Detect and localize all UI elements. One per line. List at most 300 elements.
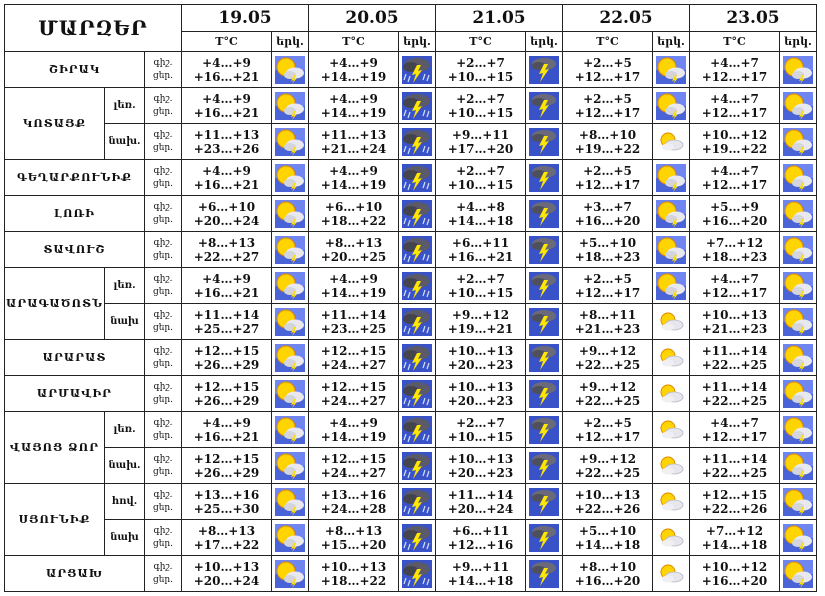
night-temperature: +2…+7 bbox=[456, 163, 505, 178]
night-label: գիշ. bbox=[153, 417, 173, 428]
sun-cloud-storm-icon bbox=[783, 164, 813, 192]
night-temperature: +5…+10 bbox=[578, 523, 637, 538]
day-temperature: +14…+18 bbox=[447, 573, 514, 588]
temperature-cell bbox=[690, 340, 780, 376]
night-label: գիշ. bbox=[153, 129, 173, 140]
night-temperature: +4…+9 bbox=[329, 55, 378, 70]
day-label: ցեր. bbox=[152, 214, 174, 225]
weather-icon-cell bbox=[653, 52, 690, 88]
night-label: գիշ. bbox=[153, 201, 173, 212]
night-temperature: +8…+10 bbox=[578, 127, 637, 142]
day-temperature: +21…+24 bbox=[320, 141, 387, 156]
weather-icon-cell bbox=[272, 304, 309, 340]
temperature-cell bbox=[563, 124, 653, 160]
weather-icon-cell bbox=[780, 268, 817, 304]
table-row bbox=[5, 268, 817, 304]
weather-icon-cell bbox=[780, 232, 817, 268]
thunderstorm-icon bbox=[529, 128, 559, 156]
thunderstorm-rain-icon bbox=[402, 272, 432, 300]
thunderstorm-icon bbox=[529, 200, 559, 228]
day-temperature: +12…+17 bbox=[574, 177, 641, 192]
zone-name: լեռ. bbox=[105, 88, 145, 124]
temperature-cell bbox=[563, 340, 653, 376]
weather-icon-cell bbox=[780, 448, 817, 484]
night-temperature: +11…+13 bbox=[193, 127, 260, 142]
weather-icon-cell bbox=[399, 448, 436, 484]
day-label: ցեր. bbox=[152, 358, 174, 369]
night-temperature: +10…+13 bbox=[447, 379, 514, 394]
sun-cloud-storm-icon bbox=[275, 488, 305, 516]
night-temperature: +7…+12 bbox=[705, 523, 764, 538]
temperature-cell bbox=[690, 232, 780, 268]
sun-cloud-storm-icon bbox=[783, 488, 813, 516]
weather-icon-cell bbox=[653, 304, 690, 340]
day-temperature: +25…+30 bbox=[193, 501, 260, 516]
sun-cloud-storm-icon bbox=[783, 56, 813, 84]
weather-icon-cell bbox=[653, 340, 690, 376]
day-temperature: +14…+18 bbox=[447, 213, 514, 228]
table-row bbox=[5, 520, 817, 556]
night-temperature: +2…+5 bbox=[583, 55, 632, 70]
weather-icon-cell bbox=[399, 376, 436, 412]
thunderstorm-rain-icon bbox=[402, 56, 432, 84]
temperature-cell bbox=[182, 160, 272, 196]
night-temperature: +7…+12 bbox=[705, 235, 764, 250]
partly-cloudy-icon bbox=[656, 488, 686, 516]
day-temperature: +20…+25 bbox=[320, 249, 387, 264]
weather-icon-cell bbox=[272, 412, 309, 448]
weather-icon-cell bbox=[653, 160, 690, 196]
day-temperature: +16…+21 bbox=[193, 429, 260, 444]
night-temperature: +6…+11 bbox=[451, 523, 510, 538]
weather-icon-cell bbox=[653, 520, 690, 556]
weather-icon-cell bbox=[399, 196, 436, 232]
temperature-cell bbox=[182, 412, 272, 448]
temperature-cell bbox=[563, 484, 653, 520]
thunderstorm-icon bbox=[529, 416, 559, 444]
weather-icon-cell bbox=[272, 556, 309, 592]
night-temperature: +12…+15 bbox=[193, 343, 260, 358]
temperature-cell bbox=[309, 88, 399, 124]
day-temperature: +19…+22 bbox=[701, 141, 768, 156]
temperature-cell bbox=[563, 196, 653, 232]
day-temperature: +10…+15 bbox=[447, 429, 514, 444]
thunderstorm-rain-icon bbox=[402, 380, 432, 408]
zone-name: նախ. bbox=[105, 448, 145, 484]
temperature-cell bbox=[182, 304, 272, 340]
night-temperature: +9…+12 bbox=[578, 343, 637, 358]
night-label: գիշ. bbox=[153, 453, 173, 464]
sun-cloud-storm-icon bbox=[275, 92, 305, 120]
date-header: 19.05 bbox=[182, 5, 309, 32]
temp-header: T°C bbox=[690, 32, 780, 52]
night-temperature: +8…+11 bbox=[578, 307, 637, 322]
day-label: ցեր. bbox=[152, 322, 174, 333]
night-label: գիշ. bbox=[153, 93, 173, 104]
night-temperature: +2…+7 bbox=[456, 55, 505, 70]
temperature-cell bbox=[309, 520, 399, 556]
day-temperature: +22…+25 bbox=[574, 393, 641, 408]
temperature-cell bbox=[690, 124, 780, 160]
day-temperature: +14…+19 bbox=[320, 105, 387, 120]
region-name: ԱՐԱՐԱՏ bbox=[5, 340, 145, 376]
temperature-cell bbox=[690, 52, 780, 88]
sun-cloud-storm-icon bbox=[783, 524, 813, 552]
temperature-cell bbox=[690, 160, 780, 196]
night-temperature: +10…+12 bbox=[701, 559, 768, 574]
temperature-cell bbox=[563, 412, 653, 448]
night-label: գիշ. bbox=[153, 237, 173, 248]
day-temperature: +22…+26 bbox=[701, 501, 768, 516]
day-temperature: +12…+17 bbox=[701, 177, 768, 192]
thunderstorm-icon bbox=[529, 308, 559, 336]
weather-icon-cell bbox=[780, 556, 817, 592]
temperature-cell bbox=[436, 52, 526, 88]
sun-cloud-storm-icon bbox=[783, 560, 813, 588]
thunderstorm-rain-icon bbox=[402, 164, 432, 192]
table-row bbox=[5, 196, 817, 232]
night-temperature: +8…+13 bbox=[197, 523, 256, 538]
day-temperature: +16…+20 bbox=[574, 573, 641, 588]
weather-icon-cell bbox=[780, 52, 817, 88]
thunderstorm-icon bbox=[529, 344, 559, 372]
weather-icon-cell bbox=[399, 304, 436, 340]
temperature-cell bbox=[436, 268, 526, 304]
temperature-cell bbox=[563, 88, 653, 124]
night-temperature: +4…+7 bbox=[710, 91, 759, 106]
region-name: ԱՐՄԱՎԻՐ bbox=[5, 376, 145, 412]
date-header: 22.05 bbox=[563, 5, 690, 32]
weather-icon-cell bbox=[272, 160, 309, 196]
night-temperature: +6…+10 bbox=[197, 199, 256, 214]
temperature-cell bbox=[690, 376, 780, 412]
temperature-cell bbox=[309, 196, 399, 232]
night-temperature: +4…+8 bbox=[456, 199, 505, 214]
thunderstorm-icon bbox=[529, 452, 559, 480]
region-name: ՎԱՅՈՑ ՁՈՐ bbox=[5, 412, 105, 484]
temperature-cell bbox=[436, 232, 526, 268]
temperature-cell bbox=[182, 448, 272, 484]
night-temperature: +2…+7 bbox=[456, 415, 505, 430]
day-temperature: +12…+17 bbox=[701, 69, 768, 84]
temperature-cell bbox=[182, 268, 272, 304]
region-name: ԱՐՑԱԽ bbox=[5, 556, 145, 592]
night-temperature: +4…+7 bbox=[710, 415, 759, 430]
weather-icon-cell bbox=[526, 196, 563, 232]
weather-icon-cell bbox=[399, 160, 436, 196]
night-temperature: +2…+5 bbox=[583, 415, 632, 430]
weather-icon-cell bbox=[272, 520, 309, 556]
night-temperature: +13…+16 bbox=[193, 487, 260, 502]
weather-icon-cell bbox=[780, 520, 817, 556]
sun-cloud-storm-icon bbox=[656, 236, 686, 264]
time-labels bbox=[145, 268, 182, 304]
day-temperature: +19…+22 bbox=[574, 141, 641, 156]
night-temperature: +4…+9 bbox=[202, 91, 251, 106]
thunderstorm-rain-icon bbox=[402, 416, 432, 444]
night-temperature: +2…+5 bbox=[583, 91, 632, 106]
weather-icon-cell bbox=[399, 520, 436, 556]
night-temperature: +3…+7 bbox=[583, 199, 632, 214]
thunderstorm-rain-icon bbox=[402, 128, 432, 156]
weather-icon-cell bbox=[526, 484, 563, 520]
night-label: գիշ. bbox=[153, 561, 173, 572]
time-labels bbox=[145, 484, 182, 520]
sky-header: երկ. bbox=[780, 32, 817, 52]
time-labels bbox=[145, 340, 182, 376]
sun-cloud-storm-icon bbox=[783, 92, 813, 120]
temperature-cell bbox=[690, 268, 780, 304]
time-labels bbox=[145, 88, 182, 124]
weather-icon-cell bbox=[399, 124, 436, 160]
day-temperature: +22…+27 bbox=[193, 249, 260, 264]
day-label: ցեր. bbox=[152, 502, 174, 513]
partly-cloudy-icon bbox=[656, 452, 686, 480]
night-label: գիշ. bbox=[153, 345, 173, 356]
temperature-cell bbox=[563, 160, 653, 196]
temperature-cell bbox=[182, 376, 272, 412]
day-temperature: +21…+23 bbox=[574, 321, 641, 336]
sun-cloud-storm-icon bbox=[275, 524, 305, 552]
night-label: գիշ. bbox=[153, 309, 173, 320]
night-temperature: +4…+9 bbox=[202, 415, 251, 430]
day-temperature: +14…+18 bbox=[701, 537, 768, 552]
day-temperature: +20…+23 bbox=[447, 393, 514, 408]
forecast-table bbox=[4, 4, 817, 592]
temperature-cell bbox=[182, 340, 272, 376]
temperature-cell bbox=[309, 124, 399, 160]
region-name: ԱՐԱԳԱԾՈՏՆ bbox=[5, 268, 105, 340]
thunderstorm-icon bbox=[529, 164, 559, 192]
temp-header: T°C bbox=[182, 32, 272, 52]
zone-name: նախ. bbox=[105, 124, 145, 160]
sun-cloud-storm-icon bbox=[656, 56, 686, 84]
time-labels bbox=[145, 52, 182, 88]
temperature-cell bbox=[436, 448, 526, 484]
thunderstorm-rain-icon bbox=[402, 92, 432, 120]
table-row bbox=[5, 88, 817, 124]
day-temperature: +12…+17 bbox=[574, 429, 641, 444]
partly-cloudy-icon bbox=[656, 128, 686, 156]
day-temperature: +16…+21 bbox=[193, 69, 260, 84]
night-temperature: +4…+9 bbox=[329, 163, 378, 178]
temperature-cell bbox=[436, 484, 526, 520]
night-temperature: +10…+13 bbox=[701, 307, 768, 322]
temperature-cell bbox=[563, 304, 653, 340]
table-row bbox=[5, 304, 817, 340]
day-label: ցեր. bbox=[152, 430, 174, 441]
day-temperature: +20…+24 bbox=[447, 501, 514, 516]
sun-cloud-storm-icon bbox=[275, 560, 305, 588]
day-temperature: +16…+20 bbox=[701, 573, 768, 588]
night-label: գիշ. bbox=[153, 165, 173, 176]
weather-icon-cell bbox=[526, 376, 563, 412]
day-temperature: +24…+28 bbox=[320, 501, 387, 516]
day-temperature: +12…+17 bbox=[701, 285, 768, 300]
day-label: ցեր. bbox=[152, 466, 174, 477]
time-labels bbox=[145, 556, 182, 592]
weather-icon-cell bbox=[653, 268, 690, 304]
temperature-cell bbox=[182, 232, 272, 268]
night-temperature: +5…+9 bbox=[710, 199, 759, 214]
day-temperature: +10…+15 bbox=[447, 177, 514, 192]
night-temperature: +10…+13 bbox=[574, 487, 641, 502]
sun-cloud-storm-icon bbox=[783, 236, 813, 264]
temperature-cell bbox=[690, 196, 780, 232]
weather-icon-cell bbox=[272, 232, 309, 268]
day-temperature: +22…+25 bbox=[574, 465, 641, 480]
temperature-cell bbox=[690, 448, 780, 484]
region-name: ՏԱՎՈՒՇ bbox=[5, 232, 145, 268]
sky-header: երկ. bbox=[653, 32, 690, 52]
thunderstorm-rain-icon bbox=[402, 452, 432, 480]
night-temperature: +11…+14 bbox=[701, 343, 768, 358]
day-temperature: +24…+27 bbox=[320, 393, 387, 408]
weather-icon-cell bbox=[399, 340, 436, 376]
sun-cloud-storm-icon bbox=[275, 416, 305, 444]
day-label: ցեր. bbox=[152, 574, 174, 585]
sun-cloud-storm-icon bbox=[783, 344, 813, 372]
day-temperature: +22…+25 bbox=[701, 465, 768, 480]
day-temperature: +23…+25 bbox=[320, 321, 387, 336]
temperature-cell bbox=[182, 520, 272, 556]
night-label: գիշ. bbox=[153, 489, 173, 500]
temperature-cell bbox=[309, 232, 399, 268]
night-temperature: +6…+10 bbox=[324, 199, 383, 214]
region-name: ԼՈՌԻ bbox=[5, 196, 145, 232]
day-label: ցեր. bbox=[152, 106, 174, 117]
day-temperature: +26…+29 bbox=[193, 393, 260, 408]
day-temperature: +24…+27 bbox=[320, 357, 387, 372]
weather-icon-cell bbox=[272, 52, 309, 88]
weather-icon-cell bbox=[272, 376, 309, 412]
weather-icon-cell bbox=[780, 88, 817, 124]
temperature-cell bbox=[309, 412, 399, 448]
temperature-cell bbox=[563, 448, 653, 484]
sun-cloud-storm-icon bbox=[783, 128, 813, 156]
day-temperature: +20…+24 bbox=[193, 573, 260, 588]
night-temperature: +6…+11 bbox=[451, 235, 510, 250]
weather-icon-cell bbox=[780, 340, 817, 376]
sky-header: երկ. bbox=[399, 32, 436, 52]
sun-cloud-storm-icon bbox=[783, 200, 813, 228]
weather-icon-cell bbox=[653, 376, 690, 412]
sun-cloud-storm-icon bbox=[275, 344, 305, 372]
weather-icon-cell bbox=[272, 196, 309, 232]
night-temperature: +4…+9 bbox=[329, 415, 378, 430]
sun-cloud-storm-icon bbox=[275, 56, 305, 84]
sun-cloud-storm-icon bbox=[275, 380, 305, 408]
date-header: 21.05 bbox=[436, 5, 563, 32]
temperature-cell bbox=[309, 304, 399, 340]
day-temperature: +16…+21 bbox=[193, 177, 260, 192]
day-temperature: +16…+20 bbox=[574, 213, 641, 228]
weather-icon-cell bbox=[780, 412, 817, 448]
thunderstorm-rain-icon bbox=[402, 524, 432, 552]
sun-cloud-storm-icon bbox=[275, 128, 305, 156]
temperature-cell bbox=[309, 556, 399, 592]
day-temperature: +20…+23 bbox=[447, 465, 514, 480]
sun-cloud-storm-icon bbox=[656, 272, 686, 300]
temperature-cell bbox=[436, 376, 526, 412]
temperature-cell bbox=[182, 556, 272, 592]
temperature-cell bbox=[182, 484, 272, 520]
temperature-cell bbox=[436, 196, 526, 232]
temperature-cell bbox=[563, 268, 653, 304]
sun-cloud-storm-icon bbox=[275, 200, 305, 228]
temperature-cell bbox=[690, 520, 780, 556]
sun-cloud-storm-icon bbox=[275, 452, 305, 480]
temperature-cell bbox=[563, 376, 653, 412]
day-temperature: +16…+21 bbox=[447, 249, 514, 264]
weather-icon-cell bbox=[780, 124, 817, 160]
day-temperature: +14…+19 bbox=[320, 69, 387, 84]
day-temperature: +26…+29 bbox=[193, 465, 260, 480]
day-temperature: +12…+17 bbox=[574, 69, 641, 84]
day-temperature: +17…+20 bbox=[447, 141, 514, 156]
weather-icon-cell bbox=[272, 88, 309, 124]
partly-cloudy-icon bbox=[656, 308, 686, 336]
temperature-cell bbox=[563, 520, 653, 556]
day-temperature: +18…+23 bbox=[701, 249, 768, 264]
day-temperature: +18…+23 bbox=[574, 249, 641, 264]
zone-name: նախ bbox=[105, 520, 145, 556]
night-label: գիշ. bbox=[153, 273, 173, 284]
night-temperature: +2…+7 bbox=[456, 91, 505, 106]
temperature-cell bbox=[309, 160, 399, 196]
table-row bbox=[5, 412, 817, 448]
weather-icon-cell bbox=[399, 412, 436, 448]
partly-cloudy-icon bbox=[656, 560, 686, 588]
table-row bbox=[5, 52, 817, 88]
day-temperature: +22…+25 bbox=[701, 393, 768, 408]
sun-cloud-storm-icon bbox=[783, 416, 813, 444]
weather-icon-cell bbox=[780, 376, 817, 412]
weather-icon-cell bbox=[526, 232, 563, 268]
night-label: գիշ. bbox=[153, 57, 173, 68]
day-temperature: +23…+26 bbox=[193, 141, 260, 156]
weather-icon-cell bbox=[780, 304, 817, 340]
thunderstorm-rain-icon bbox=[402, 236, 432, 264]
temperature-cell bbox=[690, 484, 780, 520]
temperature-cell bbox=[436, 304, 526, 340]
night-temperature: +8…+13 bbox=[197, 235, 256, 250]
temperature-cell bbox=[436, 340, 526, 376]
thunderstorm-rain-icon bbox=[402, 308, 432, 336]
temperature-cell bbox=[436, 520, 526, 556]
sun-cloud-storm-icon bbox=[275, 308, 305, 336]
night-temperature: +9…+12 bbox=[451, 307, 510, 322]
weather-icon-cell bbox=[653, 412, 690, 448]
day-label: ցեր. bbox=[152, 538, 174, 549]
day-temperature: +17…+22 bbox=[193, 537, 260, 552]
zone-name: նախ bbox=[105, 304, 145, 340]
temperature-cell bbox=[690, 88, 780, 124]
night-temperature: +4…+7 bbox=[710, 55, 759, 70]
regions-header: ՄԱՐԶԵՐ bbox=[5, 5, 182, 52]
day-label: ցեր. bbox=[152, 142, 174, 153]
thunderstorm-rain-icon bbox=[402, 200, 432, 228]
sun-cloud-storm-icon bbox=[783, 380, 813, 408]
night-temperature: +4…+7 bbox=[710, 163, 759, 178]
region-name: ՍՅՈՒՆԻՔ bbox=[5, 484, 105, 556]
temp-header: T°C bbox=[563, 32, 653, 52]
weather-icon-cell bbox=[653, 232, 690, 268]
night-temperature: +11…+13 bbox=[320, 127, 387, 142]
time-labels bbox=[145, 160, 182, 196]
temperature-cell bbox=[182, 124, 272, 160]
temperature-cell bbox=[309, 52, 399, 88]
